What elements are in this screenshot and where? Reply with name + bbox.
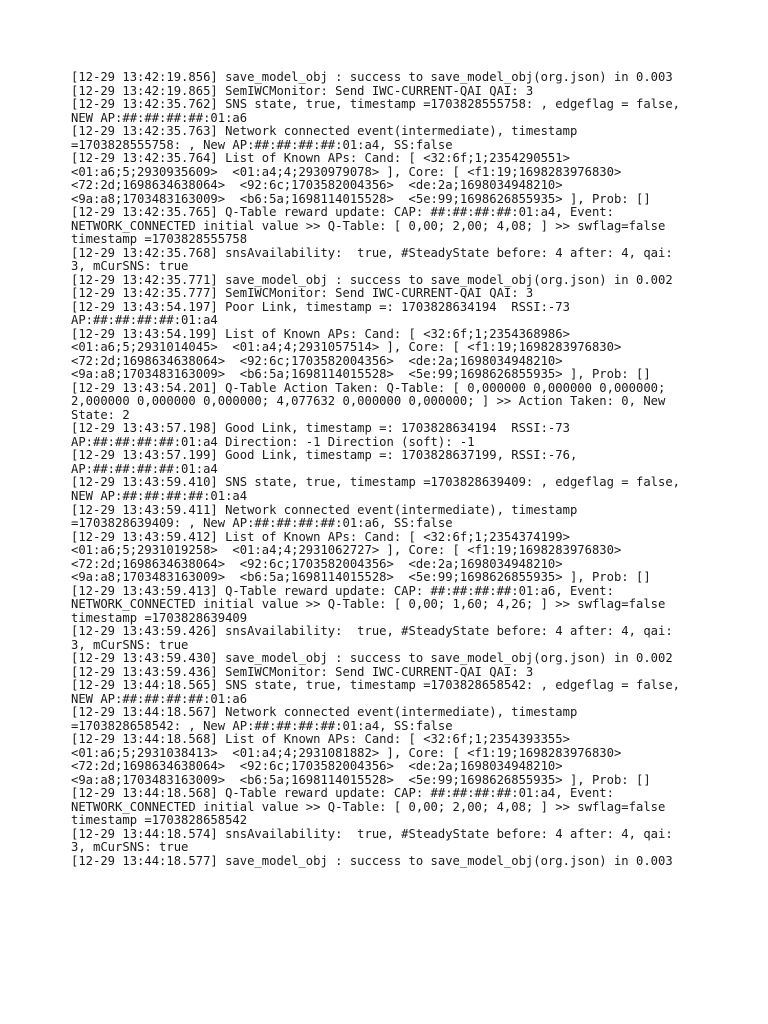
log-line: =1703828555758: , New AP:##:##:##:##:01:a4, SS:false <box>71 137 453 152</box>
log-line: <01:a6;5;2931014045> <01:a4;4;2931057514> ], Core: [ <f1:19;1698283976830> <box>71 340 622 355</box>
log-line: [12-29 13:44:18.565] SNS state, true, timestamp =1703828658542: , edgeflag = false, <box>71 678 681 693</box>
log-line: =1703828658542: , New AP:##:##:##:##:01:a4, SS:false <box>71 718 453 733</box>
log-line: [12-29 13:44:18.568] List of Known APs: Cand: [ <32:6f;1;2354393355> <box>71 732 570 747</box>
log-line: [12-29 13:42:35.764] List of Known APs: Cand: [ <32:6f;1;2354290551> <box>71 151 570 166</box>
log-line: [12-29 13:44:18.577] save_model_obj : success to save_model_obj(org.json) in 0.003 <box>71 853 673 868</box>
log-line: [12-29 13:43:57.198] Good Link, timestamp =: 1703828634194 RSSI:-73 <box>71 421 570 436</box>
log-line: [12-29 13:43:54.197] Poor Link, timestamp =: 1703828634194 RSSI:-73 <box>71 299 570 314</box>
log-line: <9a:a8;1703483163009> <b6:5a;1698114015528> <5e:99;1698626855935> ], Prob: [] <box>71 570 651 585</box>
log-line: [12-29 13:44:18.568] Q-Table reward update: CAP: ##:##:##:##:01:a4, Event: <box>71 786 614 801</box>
log-line: [12-29 13:43:59.410] SNS state, true, timestamp =1703828639409: , edgeflag = false, <box>71 475 681 490</box>
log-line: [12-29 13:44:18.567] Network connected event(intermediate), timestamp <box>71 705 578 720</box>
log-line: <01:a6;5;2931038413> <01:a4;4;2931081882> ], Core: [ <f1:19;1698283976830> <box>71 745 622 760</box>
log-line: [12-29 13:43:59.413] Q-Table reward update: CAP: ##:##:##:##:01:a6, Event: <box>71 583 614 598</box>
log-line: AP:##:##:##:##:01:a4 <box>71 313 218 328</box>
log-line: [12-29 13:42:35.763] Network connected event(intermediate), timestamp <box>71 124 578 139</box>
log-line: [12-29 13:42:35.771] save_model_obj : success to save_model_obj(org.json) in 0.002 <box>71 272 673 287</box>
log-line: <72:2d;1698634638064> <92:6c;1703582004356> <de:2a;1698034948210> <box>71 353 563 368</box>
log-line: [12-29 13:42:35.765] Q-Table reward update: CAP: ##:##:##:##:01:a4, Event: <box>71 205 614 220</box>
log-line: =1703828639409: , New AP:##:##:##:##:01:a6, SS:false <box>71 516 453 531</box>
log-line: timestamp =1703828658542 <box>71 813 248 828</box>
log-line: [12-29 13:43:59.411] Network connected event(intermediate), timestamp <box>71 502 578 517</box>
log-line: AP:##:##:##:##:01:a4 <box>71 461 218 476</box>
log-line: State: 2 <box>71 407 130 422</box>
log-line: <9a:a8;1703483163009> <b6:5a;1698114015528> <5e:99;1698626855935> ], Prob: [] <box>71 367 651 382</box>
log-line: timestamp =1703828555758 <box>71 232 248 247</box>
log-line: <72:2d;1698634638064> <92:6c;1703582004356> <de:2a;1698034948210> <box>71 556 563 571</box>
log-line: 3, mCurSNS: true <box>71 840 189 855</box>
log-line: NEW AP:##:##:##:##:01:a6 <box>71 691 248 706</box>
log-line: <9a:a8;1703483163009> <b6:5a;1698114015528> <5e:99;1698626855935> ], Prob: [] <box>71 772 651 787</box>
log-line: [12-29 13:42:19.856] save_model_obj : success to save_model_obj(org.json) in 0.003 <box>71 70 673 84</box>
log-line: NETWORK_CONNECTED initial value >> Q-Table: [ 0,00; 2,00; 4,08; ] >> swflag=false <box>71 799 666 814</box>
log-line: <72:2d;1698634638064> <92:6c;1703582004356> <de:2a;1698034948210> <box>71 759 563 774</box>
log-line: <72:2d;1698634638064> <92:6c;1703582004356> <de:2a;1698034948210> <box>71 178 563 193</box>
log-line: 3, mCurSNS: true <box>71 637 189 652</box>
log-line: 2,000000 0,000000 0,000000; 4,077632 0,000000 0,000000; ] >> Action Taken: 0, New <box>71 394 666 409</box>
log-line: <9a:a8;1703483163009> <b6:5a;1698114015528> <5e:99;1698626855935> ], Prob: [] <box>71 191 651 206</box>
log-line: [12-29 13:43:59.430] save_model_obj : success to save_model_obj(org.json) in 0.002 <box>71 651 673 666</box>
log-line: NEW AP:##:##:##:##:01:a4 <box>71 488 248 503</box>
log-line: [12-29 13:42:19.865] SemIWCMonitor: Send IWC-CURRENT-QAI QAI: 3 <box>71 83 534 98</box>
log-line: [12-29 13:43:54.201] Q-Table Action Taken: Q-Table: [ 0,000000 0,000000 0,000000; <box>71 380 666 395</box>
log-line: [12-29 13:43:54.199] List of Known APs: Cand: [ <32:6f;1;2354368986> <box>71 326 570 341</box>
log-line: <01:a6;5;2930935609> <01:a4;4;2930979078> ], Core: [ <f1:19;1698283976830> <box>71 164 622 179</box>
log-line: [12-29 13:43:59.436] SemIWCMonitor: Send IWC-CURRENT-QAI QAI: 3 <box>71 664 534 679</box>
log-line: [12-29 13:42:35.777] SemIWCMonitor: Send IWC-CURRENT-QAI QAI: 3 <box>71 286 534 301</box>
log-line: [12-29 13:43:59.426] snsAvailability: true, #SteadyState before: 4 after: 4, qai: <box>71 624 673 639</box>
log-line: NETWORK_CONNECTED initial value >> Q-Table: [ 0,00; 2,00; 4,08; ] >> swflag=false <box>71 218 666 233</box>
log-line: [12-29 13:42:35.768] snsAvailability: true, #SteadyState before: 4 after: 4, qai: <box>71 245 673 260</box>
log-line: 3, mCurSNS: true <box>71 259 189 274</box>
log-line: NEW AP:##:##:##:##:01:a6 <box>71 110 248 125</box>
log-line: [12-29 13:42:35.762] SNS state, true, timestamp =1703828555758: , edgeflag = false, <box>71 97 681 112</box>
log-lines <box>71 71 711 868</box>
log-line: <01:a6;5;2931019258> <01:a4;4;2931062727> ], Core: [ <f1:19;1698283976830> <box>71 543 622 558</box>
log-line: [12-29 13:44:18.574] snsAvailability: true, #SteadyState before: 4 after: 4, qai: <box>71 826 673 841</box>
log-document <box>71 71 711 868</box>
log-line: NETWORK_CONNECTED initial value >> Q-Table: [ 0,00; 1,60; 4,26; ] >> swflag=false <box>71 597 666 612</box>
log-line: [12-29 13:43:59.412] List of Known APs: Cand: [ <32:6f;1;2354374199> <box>71 529 570 544</box>
log-line: [12-29 13:43:57.199] Good Link, timestamp =: 1703828637199, RSSI:-76, <box>71 448 578 463</box>
log-line: AP:##:##:##:##:01:a4 Direction: -1 Direction (soft): -1 <box>71 434 475 449</box>
log-line: timestamp =1703828639409 <box>71 610 248 625</box>
